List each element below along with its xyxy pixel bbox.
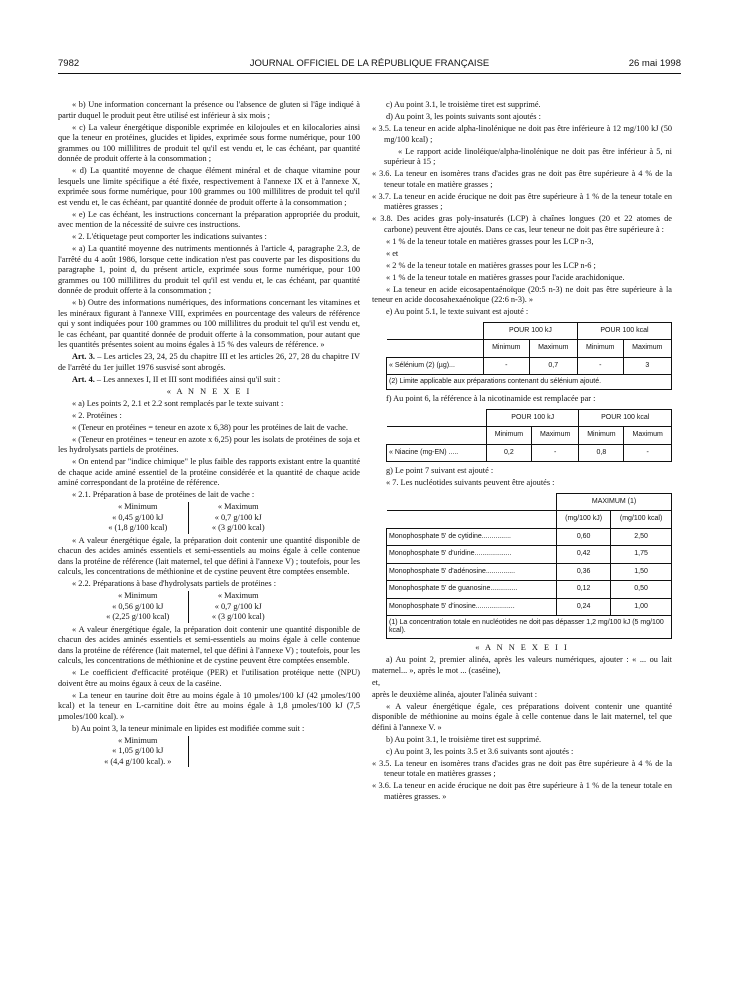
- table-header: POUR 100 kJ: [483, 322, 577, 340]
- table-row-label: Monophosphate 5' d'uridine...................: [387, 546, 557, 564]
- table-row-label: « Sélénium (2) (µg)...: [387, 357, 484, 375]
- paragraph: « 3.5. La teneur en acide alpha-linolénique ne doit pas être inférieure à 12 mg/100 kJ (50 mg/100 kcal) ;: [372, 124, 672, 144]
- table-cell: 1,00: [611, 598, 672, 616]
- table-subheader: Maximum: [531, 427, 579, 445]
- table-corner: [387, 493, 557, 511]
- minimum-column: [88, 591, 188, 623]
- paragraph: « e) Le cas échéant, les instructions concernant la préparation appropriée du produit, avec mention de la nécessité de suivre ces instructions.: [58, 209, 360, 229]
- paragraph: c) Au point 3, les points 3.5 et 3.6 suivants sont ajoutés :: [386, 746, 574, 756]
- paragraph: « 7. Les nucléotides suivants peuvent être ajoutés :: [386, 478, 555, 487]
- paragraph: « La teneur en taurine doit être au moins égale à 10 µmoles/100 kJ (42 µmoles/100 kcal) et la teneur en L-carnitine doit être au moins égale à 1,8 µmoles/100 kJ (7,5 µmoles/100 kcal). »: [58, 690, 360, 721]
- paragraph: d) Au point 3, les points suivants sont ajoutés :: [386, 112, 541, 121]
- paragraph: « 2.1. Préparation à base de protéines de lait de vache :: [72, 490, 255, 499]
- min-max-block: [88, 502, 288, 534]
- paragraph: « Le rapport acide linoléique/alpha-linolénique ne doit pas être inférieur à 5, ni supérieur à 15 ;: [384, 146, 672, 166]
- paragraph: « (Teneur en protéines = teneur en azote x 6,38) pour les protéines de lait de vache.: [72, 422, 348, 432]
- table-subheader: Minimum: [577, 340, 623, 358]
- table-cell: 0,42: [557, 546, 611, 564]
- table-row-label: Monophosphate 5' d'adénosine...............: [387, 563, 557, 581]
- maximum-label: « Maximum: [217, 502, 259, 511]
- table-row: [387, 528, 672, 546]
- table-header: MAXIMUM (1): [557, 493, 672, 511]
- annexe-i-heading: « A N N E X E I: [166, 386, 252, 396]
- maximum-column: [188, 591, 289, 623]
- table-cell: -: [483, 357, 529, 375]
- maximum-value: « (3 g/100 kcal): [211, 523, 265, 532]
- paragraph: « c) La valeur énergétique disponible exprimée en kilojoules et en kilocalories ainsi que la teneur en protéines, glucides et lipides, exprimée sous forme numérique, pour 100 grammes ou 100 millilitres de produit tel qu'il est vendu et, le cas échéant, par quantité donnée de produit offerte à la consommation ;: [58, 122, 360, 163]
- table-corner: [387, 511, 557, 529]
- minimum-label: « Minimum: [118, 735, 158, 745]
- table-cell: 1,50: [611, 563, 672, 581]
- maximum-value: « (3 g/100 kcal): [211, 612, 265, 621]
- minimum-column: [88, 736, 188, 768]
- paragraph: « A valeur énergétique égale, la préparation doit contenir une quantité disponible de chacun des acides aminés essentiels et semi-essentiels au moins égale à celle contenue dans la protéine de référence (lait maternel, tel que défini à l'annexe V) ; toutefois, pour les calculs, les concentrations de méthionine et de cystine peuvent être comptées ensemble.: [58, 535, 360, 576]
- minimum-column: [88, 502, 188, 534]
- paragraph: « 3.6. La teneur en isomères trans d'acides gras ne doit pas être supérieure à 4 % de la teneur totale en matière grasses ;: [372, 169, 672, 189]
- table-subheader: Maximum: [623, 340, 671, 358]
- paragraph: b) Au point 3.1, le troisième tiret est supprimé.: [386, 734, 542, 744]
- paragraph: « b) Outre des informations numériques, des informations concernant les vitamines et les minéraux figurant à l'annexe VIII, exprimées en pourcentage des valeurs de référence qui y sont indiquées pour 100 grammes ou 100 millilitres du produit tel qu'il est vendu et, le cas échéant, par quantité donnée de produit offerte à la consommation, pour autant que les quantités présentes soient au moins égales à 15 % des valeurs de référence. »: [58, 298, 360, 349]
- table-cell: -: [531, 444, 579, 462]
- paragraph: « A valeur énergétique égale, la préparation doit contenir une quantité disponible de chacun des acides aminés essentiels et semi-essentiels au moins égale à celle contenue dans la protéine de référence (lait maternel, tel que défini à l'annexe V) ; toutefois, pour les calculs, les concentrations de méthionine et de cystine peuvent être comptées ensemble.: [58, 624, 360, 665]
- paragraph: « d) La quantité moyenne de chaque élément minéral et de chaque vitamine pour lesquels une limite spécifique a été fixée, respectivement à l'annexe IX et à l'annexe X, exprimée sous forme numérique, pour 100 grammes ou 100 millilitres de produit tel qu'il est vendu et, le cas échéant, par quantité donnée de produit offerte à la consommation ;: [58, 166, 360, 207]
- page-number: 7982: [58, 58, 80, 69]
- table-row: [387, 598, 672, 616]
- maximum-column: [188, 502, 289, 534]
- table-cell: 3: [623, 357, 671, 375]
- paragraph: « On entend par "indice chimique" le plus faible des rapports existant entre la quantité de chaque acide aminé essentiel de la protéine considérée et la quantité de chaque acide aminé correspondant de la protéine de référence.: [58, 457, 360, 487]
- right-column: [372, 100, 672, 804]
- table-cell: 1,75: [611, 546, 672, 564]
- paragraph: et,: [372, 677, 381, 687]
- article-4-title: Art. 4.: [72, 374, 95, 384]
- table-corner: [387, 427, 487, 445]
- paragraph: c) Au point 3.1, le troisième tiret est supprimé.: [386, 100, 541, 109]
- minimum-value: « (4,4 g/100 kcal). »: [104, 756, 172, 766]
- article-3-title: Art. 3.: [72, 352, 95, 361]
- paragraph: « 1 % de la teneur totale en matières grasses pour les LCP n-3,: [386, 236, 594, 246]
- table-row-label: Monophosphate 5' de guanosine..............: [387, 581, 557, 599]
- table-row-label: Monophosphate 5' de cytidine...............: [387, 528, 557, 546]
- table-cell: 0,8: [579, 444, 624, 462]
- table-row-label: Monophosphate 5' d'inosine....................: [387, 598, 557, 616]
- table-cell: 0,7: [529, 357, 577, 375]
- paragraph: g) Le point 7 suivant est ajouté :: [386, 466, 494, 475]
- min-max-block: [88, 591, 288, 623]
- table-corner: [387, 340, 484, 358]
- paragraph: après le deuxième alinéa, ajouter l'alinéa suivant :: [372, 689, 538, 699]
- paragraph: « 3.5. La teneur en isomères trans d'acides gras ne doit pas être supérieure à 4 % de la teneur totale en matières grasses ;: [372, 758, 672, 778]
- minimum-label: « Minimum: [118, 591, 158, 600]
- paragraph: « et: [386, 248, 399, 258]
- paragraph: « a) Les points 2, 2.1 et 2.2 sont remplacés par le texte suivant :: [72, 398, 284, 408]
- paragraph: « 2. L'étiquetage peut comporter les indications suivantes :: [72, 232, 267, 241]
- left-column: [58, 100, 360, 769]
- table-note: (2) Limite applicable aux préparations contenant du sélénium ajouté.: [387, 375, 672, 390]
- table-cell: 0,50: [611, 581, 672, 599]
- table-subheader: Minimum: [486, 427, 531, 445]
- article-4: [58, 375, 360, 386]
- table-subheader: Maximum: [624, 427, 672, 445]
- paragraph: e) Au point 5.1, le texte suivant est ajouté :: [386, 307, 529, 316]
- minimum-value: « 0,56 g/100 kJ: [112, 601, 164, 611]
- table-subheader: (mg/100 kJ): [557, 511, 611, 529]
- empty-column: [188, 736, 289, 768]
- issue-date: 26 mai 1998: [628, 58, 681, 69]
- table-subheader: Minimum: [579, 427, 624, 445]
- niacin-table: [386, 409, 672, 463]
- paragraph: b) Au point 3, la teneur minimale en lipides est modifiée comme suit :: [72, 723, 305, 733]
- paragraph: « La teneur en acide eicosapentaénoïque (20:5 n-3) ne doit pas être supérieure à la teneur en acide docosahexaénoïque (22:6 n-3). »: [372, 284, 672, 304]
- table-row: [387, 563, 672, 581]
- table-subheader: Minimum: [483, 340, 529, 358]
- minimum-value: « 1,05 g/100 kJ: [112, 746, 164, 755]
- paragraph: « (Teneur en protéines = teneur en azote x 6,25) pour les isolats de protéines de soja et les hydrolysats partiels de protéines.: [58, 434, 360, 454]
- paragraph: « Le coefficient d'efficacité protéique (PER) et l'utilisation protéique nette (NPU) doivent être au moins égaux à ceux de la caséine.: [58, 668, 360, 688]
- annexe-ii-heading: « A N N E X E I I: [475, 643, 569, 652]
- table-cell: -: [577, 357, 623, 375]
- paragraph: a) Au point 2, premier alinéa, après les valeurs numériques, ajouter : « ... ou lait maternel... », après le mot ... (caséine),: [372, 655, 672, 675]
- table-corner: [387, 322, 484, 340]
- table-subheader: Maximum: [529, 340, 577, 358]
- journal-title: JOURNAL OFFICIEL DE LA RÉPUBLIQUE FRANÇAISE: [249, 58, 490, 69]
- maximum-value: « 0,7 g/100 kJ: [214, 601, 262, 611]
- paragraph: « 3.7. La teneur en acide érucique ne doit pas être supérieure à 1 % de la teneur totale en matières grasses ;: [372, 191, 672, 211]
- nucleotides-rows: [387, 528, 672, 616]
- maximum-label: « Maximum: [217, 591, 259, 600]
- selenium-table: [386, 322, 672, 391]
- paragraph: « a) La quantité moyenne des nutriments mentionnés à l'article 4, paragraphe 2.3, de l'arrêté du 4 août 1986, lorsque cette indication n'est pas couverte par les dispositions du paragraphe 1, point d, du présent article, exprimée sous forme numérique, pour 100 grammes ou 100 millilitres du produit tel qu'il est vendu et, le cas échéant, par quantité donnée de produit offerte à la consommation ;: [58, 244, 360, 295]
- paragraph: « 1 % de la teneur totale en matières grasses pour l'acide arachidonique.: [386, 272, 625, 282]
- article-4-text: – Les annexes I, II et III sont modifiées ainsi qu'il suit :: [94, 374, 281, 384]
- minimum-value: « 0,45 g/100 kJ: [112, 512, 164, 522]
- min-block: [88, 736, 288, 768]
- nucleotides-table: [386, 493, 672, 640]
- table-subheader: (mg/100 kcal): [611, 511, 672, 529]
- table-cell: 0,2: [486, 444, 531, 462]
- table-header: POUR 100 kJ: [486, 409, 579, 427]
- table-cell: 2,50: [611, 528, 672, 546]
- paragraph: « 2.2. Préparations à base d'hydrolysats partiels de protéines :: [72, 579, 277, 588]
- table-header: POUR 100 kcal: [579, 409, 672, 427]
- table-cell: 0,24: [557, 598, 611, 616]
- paragraph: « 2 % de la teneur totale en matières grasses pour les LCP n-6 ;: [386, 260, 596, 270]
- header-rule: [58, 73, 681, 74]
- table-row: [387, 581, 672, 599]
- paragraph: « A valeur énergétique égale, ces préparations doivent contenir une quantité disponible de méthionine au moins égale à celle contenue dans le lait maternel, tel que défini à l'annexe V. »: [372, 701, 672, 732]
- minimum-value: « (2,25 g/100 kcal): [106, 612, 170, 621]
- paragraph: « 2. Protéines :: [72, 410, 122, 420]
- table-row-label: « Niacine (mg-EN) .....: [387, 444, 487, 462]
- table-cell: 0,36: [557, 563, 611, 581]
- minimum-label: « Minimum: [118, 502, 158, 511]
- table-corner: [387, 409, 487, 427]
- article-3-text: – Les articles 23, 24, 25 du chapitre III et les articles 26, 27, 28 du chapitre IV de l'arrêté du 1er juillet 1976 susvisé sont abrogés.: [58, 352, 360, 372]
- maximum-value: « 0,7 g/100 kJ: [214, 512, 262, 522]
- paragraph: « b) Une information concernant la présence ou l'absence de gluten si l'âge indiqué à partir duquel le produit peut être utilisé est inférieur à six mois ;: [58, 100, 360, 120]
- table-cell: -: [624, 444, 672, 462]
- table-header: POUR 100 kcal: [577, 322, 671, 340]
- article-3: [58, 352, 360, 373]
- table-cell: 0,60: [557, 528, 611, 546]
- table-row: [387, 546, 672, 564]
- page-header: [58, 58, 681, 74]
- paragraph: « 3.6. La teneur en acide érucique ne doit pas être supérieure à 1 % de la teneur totale en matières grasses. »: [372, 781, 672, 801]
- paragraph: « 3.8. Des acides gras poly-insaturés (LCP) à chaînes longues (20 et 22 atomes de carbone) peuvent être ajoutés. Dans ce cas, leur teneur ne doit pas être supérieure à :: [372, 214, 672, 234]
- paragraph: f) Au point 6, la référence à la nicotinamide est remplacée par :: [386, 394, 596, 403]
- table-note: (1) La concentration totale en nucléotides ne doit pas dépasser 1,2 mg/100 kJ (5 mg/100 kcal).: [387, 616, 672, 639]
- table-cell: 0,12: [557, 581, 611, 599]
- minimum-value: « (1,8 g/100 kcal): [108, 523, 168, 532]
